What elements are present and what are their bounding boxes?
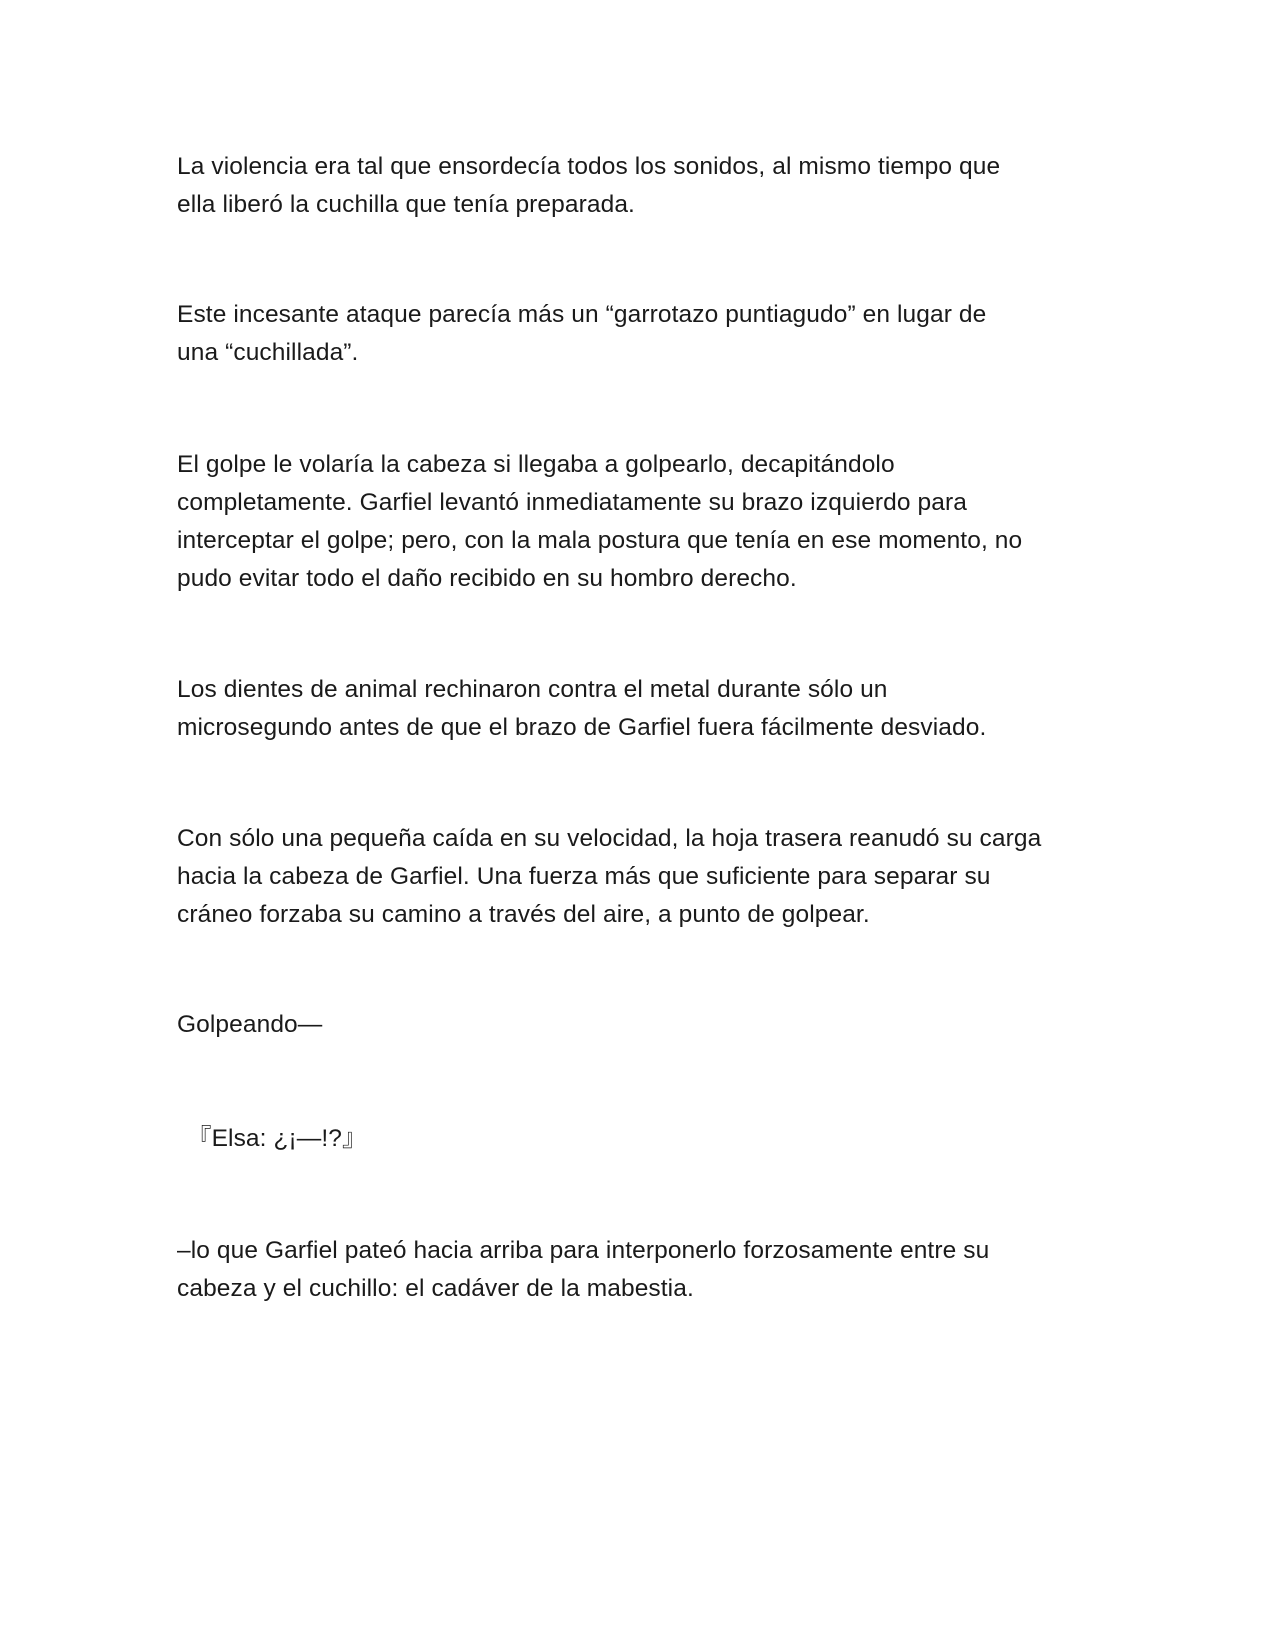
text-line: una “cuchillada”. (177, 339, 359, 366)
text-line: cabeza y el cuchillo: el cadáver de la mabestia. (177, 1275, 694, 1302)
text-line: Los dientes de animal rechinaron contra el metal durante sólo un (177, 676, 888, 703)
text-line: hacia la cabeza de Garfiel. Una fuerza más que suficiente para separar su (177, 863, 991, 890)
text-line: El golpe le volaría la cabeza si llegaba a golpearlo, decapitándolo (177, 451, 895, 478)
text-line: –lo que Garfiel pateó hacia arriba para interponerlo forzosamente entre su (177, 1237, 990, 1264)
text-line: Golpeando— (177, 1011, 323, 1038)
document-page (177, 0, 1107, 1650)
paragraph-blow (177, 446, 1022, 598)
text-line: ella liberó la cuchilla que tenía preparada. (177, 191, 635, 218)
paragraph-attack (177, 296, 986, 372)
paragraph-violence (177, 148, 1000, 224)
text-line: interceptar el golpe; pero, con la mala postura que tenía en ese momento, no (177, 527, 1023, 554)
text-line: 『Elsa: ¿¡—!?』 (187, 1125, 367, 1152)
paragraph-teeth (177, 671, 986, 747)
paragraph-blade (177, 820, 1041, 934)
text-line: pudo evitar todo el daño recibido en su hombro derecho. (177, 565, 797, 592)
text-line: Con sólo una pequeña caída en su velocidad, la hoja trasera reanudó su carga (177, 825, 1042, 852)
paragraph-kick (177, 1232, 989, 1308)
text-line: microsegundo antes de que el brazo de Garfiel fuera fácilmente desviado. (177, 714, 987, 741)
text-line: Este incesante ataque parecía más un “garrotazo puntiagudo” en lugar de (177, 301, 987, 328)
paragraph-striking (177, 1006, 322, 1044)
text-line: completamente. Garfiel levantó inmediatamente su brazo izquierdo para (177, 489, 967, 516)
text-line: cráneo forzaba su camino a través del aire, a punto de golpear. (177, 901, 870, 928)
text-line: La violencia era tal que ensordecía todos los sonidos, al mismo tiempo que (177, 153, 1001, 180)
dialogue-elsa (187, 1120, 367, 1158)
